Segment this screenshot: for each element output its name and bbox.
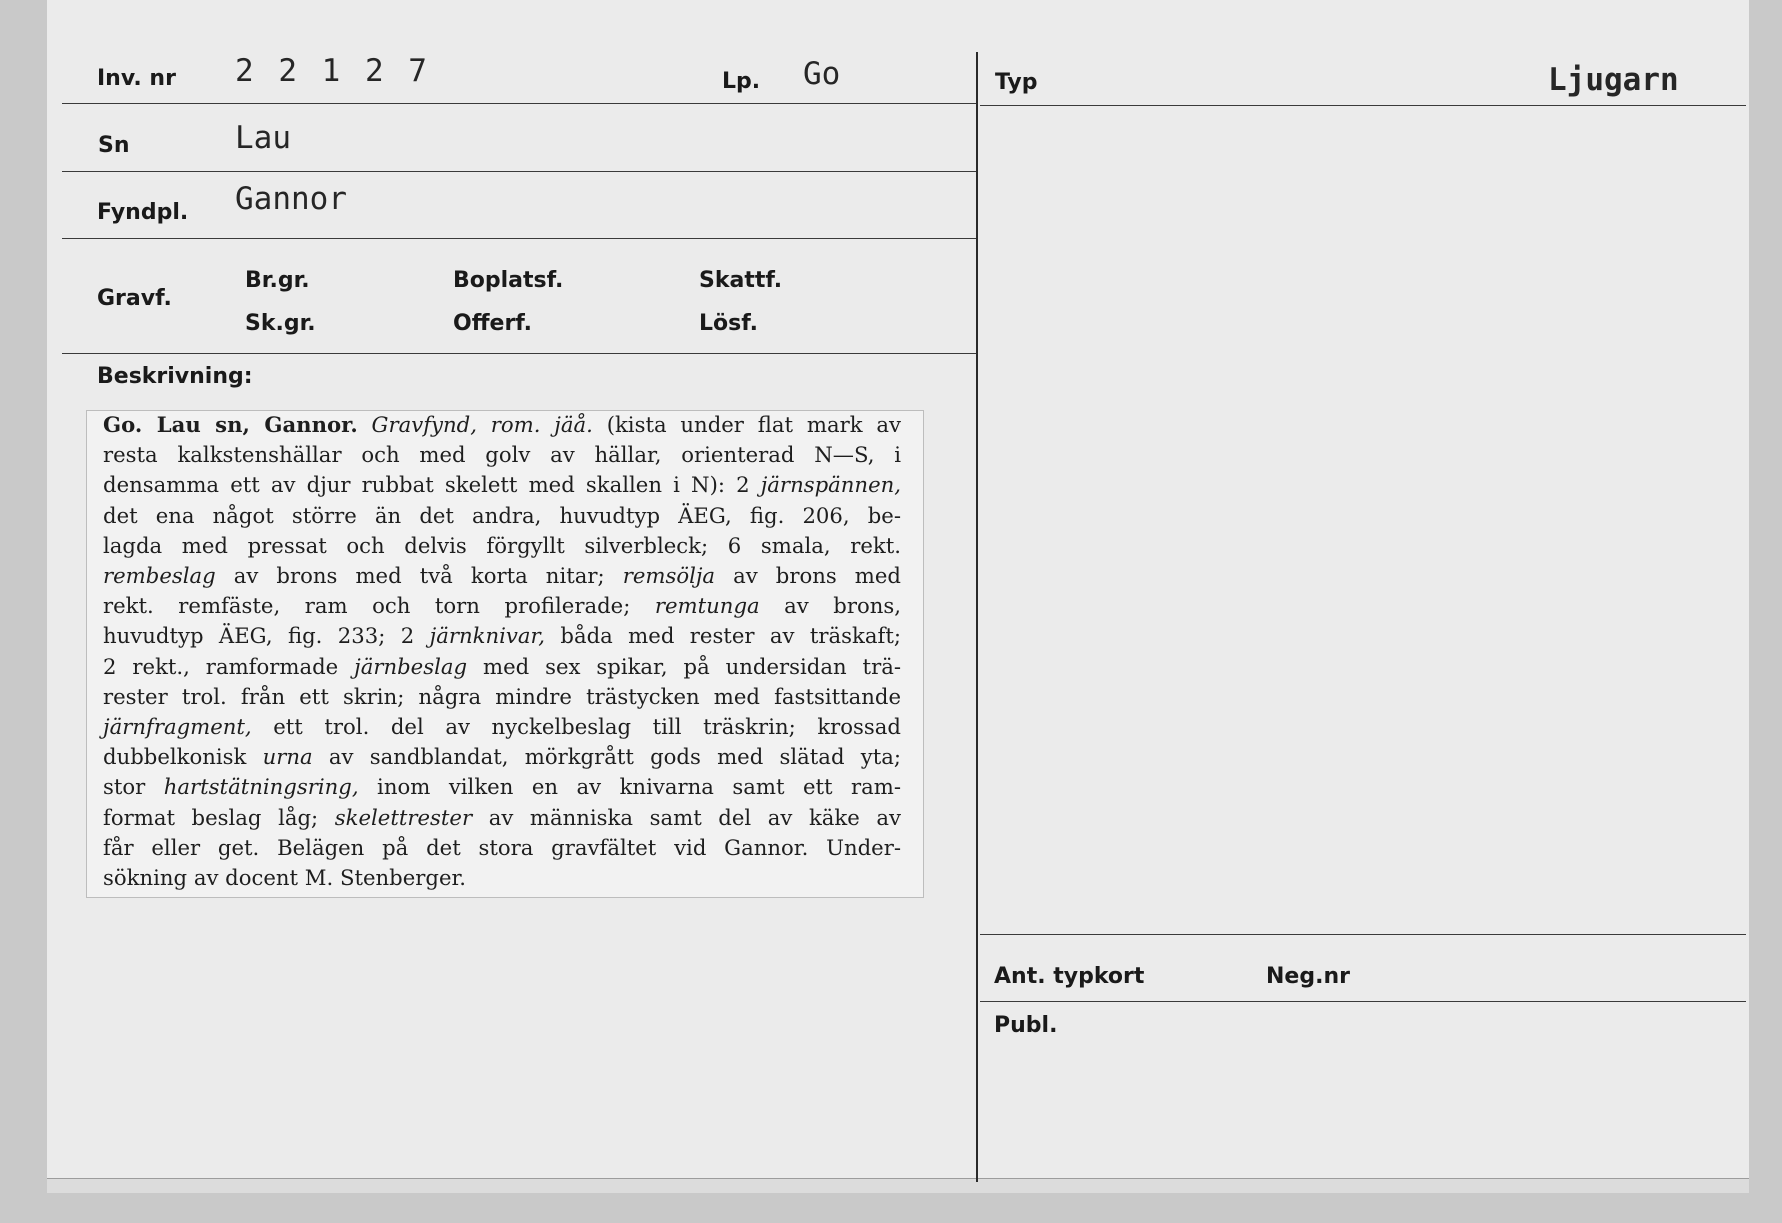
column-divider xyxy=(976,52,978,1182)
description-segment: hartstätningsring, xyxy=(163,774,359,800)
description-segment: med sex spikar, på undersidan trä- xyxy=(467,653,901,679)
description-segment: remtunga xyxy=(654,593,760,619)
description-segment: av brons med xyxy=(715,563,901,589)
description-line xyxy=(103,591,901,621)
description-segment: format beslag låg; xyxy=(103,804,335,830)
description-segment: densamma ett av djur rubbat skelett med skallen i N): 2 xyxy=(103,472,761,498)
gravf-label: Gravf. xyxy=(97,286,172,311)
description-line xyxy=(103,712,901,742)
brgr-label: Br.gr. xyxy=(245,268,310,293)
sn-label: Sn xyxy=(98,133,130,158)
description-segment: lagda med pressat och delvis förgyllt silverbleck; 6 smala, rekt. xyxy=(103,532,901,558)
description-segment: av brons, xyxy=(759,593,901,619)
description-segment: av brons med två korta nitar; xyxy=(215,563,623,589)
typ-label: Typ xyxy=(995,70,1038,95)
description-segment: av sandblandat, mörkgrått gods med slätad yta; xyxy=(312,744,901,770)
description-segment: dubbelkonisk xyxy=(103,744,263,770)
description-segment: järnspännen, xyxy=(760,472,901,498)
lp-value: Go xyxy=(803,56,841,92)
typ-value: Ljugarn xyxy=(1548,62,1679,98)
description-segment: båda med rester av träskaft; xyxy=(545,623,901,649)
description-line xyxy=(103,742,901,772)
description-segment: remsölja xyxy=(622,563,716,589)
description-segment: det ena något större än det andra, huvudtyp ÄEG, fig. 206, be- xyxy=(103,502,901,528)
rule-gravf xyxy=(62,353,976,354)
fyndpl-label: Fyndpl. xyxy=(97,200,189,225)
publ-label: Publ. xyxy=(994,1013,1058,1038)
card-bottom-edge xyxy=(47,1178,1749,1193)
description-text xyxy=(103,410,901,893)
description-line xyxy=(103,501,901,531)
description-segment: skelettrester xyxy=(334,804,473,830)
rule-inv xyxy=(62,103,976,104)
offerf-label: Offerf. xyxy=(453,311,533,336)
description-segment: stor xyxy=(103,774,164,800)
description-line xyxy=(103,410,901,440)
description-line xyxy=(103,531,901,561)
description-segment: järnfragment, xyxy=(103,714,252,740)
description-line xyxy=(103,803,901,833)
description-segment: Go. Lau sn, Gannor. xyxy=(103,412,358,437)
rule-ant-typkort xyxy=(980,934,1746,935)
fyndpl-value: Gannor xyxy=(235,181,347,217)
description-segment: (kista under flat mark av xyxy=(592,412,901,437)
inv-nr-label: Inv. nr xyxy=(97,66,176,91)
rule-sn xyxy=(62,171,976,172)
rule-fyndpl xyxy=(62,238,976,239)
description-segment: 2 rekt., ramformade xyxy=(103,653,355,679)
beskrivning-label: Beskrivning: xyxy=(97,364,253,389)
description-line xyxy=(103,682,901,712)
skattf-label: Skattf. xyxy=(699,268,783,293)
description-line xyxy=(103,470,901,500)
description-line xyxy=(103,863,901,893)
boplatsf-label: Boplatsf. xyxy=(453,268,564,293)
description-segment: rembeslag xyxy=(103,563,216,589)
description-segment: huvudtyp ÄEG, fig. 233; 2 xyxy=(103,623,430,649)
description-line xyxy=(103,833,901,863)
description-segment: rekt. remfäste, ram och torn profilerade; xyxy=(103,593,655,619)
description-segment: rester trol. från ett skrin; några mindre trästycken med fastsittande xyxy=(103,683,901,709)
lp-label: Lp. xyxy=(722,69,761,94)
description-segment: järnbeslag xyxy=(354,653,468,679)
inv-nr-value: 2 2 1 2 7 xyxy=(235,53,430,89)
description-segment: av människa samt del av käke av xyxy=(472,804,901,830)
description-segment: Gravfynd, rom. jäå. xyxy=(371,412,593,437)
losf-label: Lösf. xyxy=(699,311,758,336)
description-segment: resta kalkstenshällar och med golv av hällar, orienterad N—S, i xyxy=(103,442,901,468)
rule-publ xyxy=(980,1001,1746,1002)
rule-typ xyxy=(980,105,1746,106)
description-segment: får eller get. Belägen på det stora gravfältet vid Gannor. Under- xyxy=(103,834,901,860)
skgr-label: Sk.gr. xyxy=(245,311,316,336)
ant-typkort-label: Ant. typkort xyxy=(994,964,1145,989)
description-segment: ett trol. del av nyckelbeslag till träskrin; krossad xyxy=(251,714,901,740)
description-line xyxy=(103,440,901,470)
description-line xyxy=(103,621,901,651)
description-line xyxy=(103,561,901,591)
description-segment xyxy=(358,412,372,437)
description-segment: urna xyxy=(262,744,313,770)
description-segment: järnknivar, xyxy=(429,623,546,649)
description-line xyxy=(103,652,901,682)
description-segment: sökning av docent M. Stenberger. xyxy=(103,865,467,891)
description-line xyxy=(103,772,901,802)
neg-nr-label: Neg.nr xyxy=(1266,964,1350,989)
description-segment: inom vilken en av knivarna samt ett ram- xyxy=(358,774,901,800)
sn-value: Lau xyxy=(235,120,291,156)
